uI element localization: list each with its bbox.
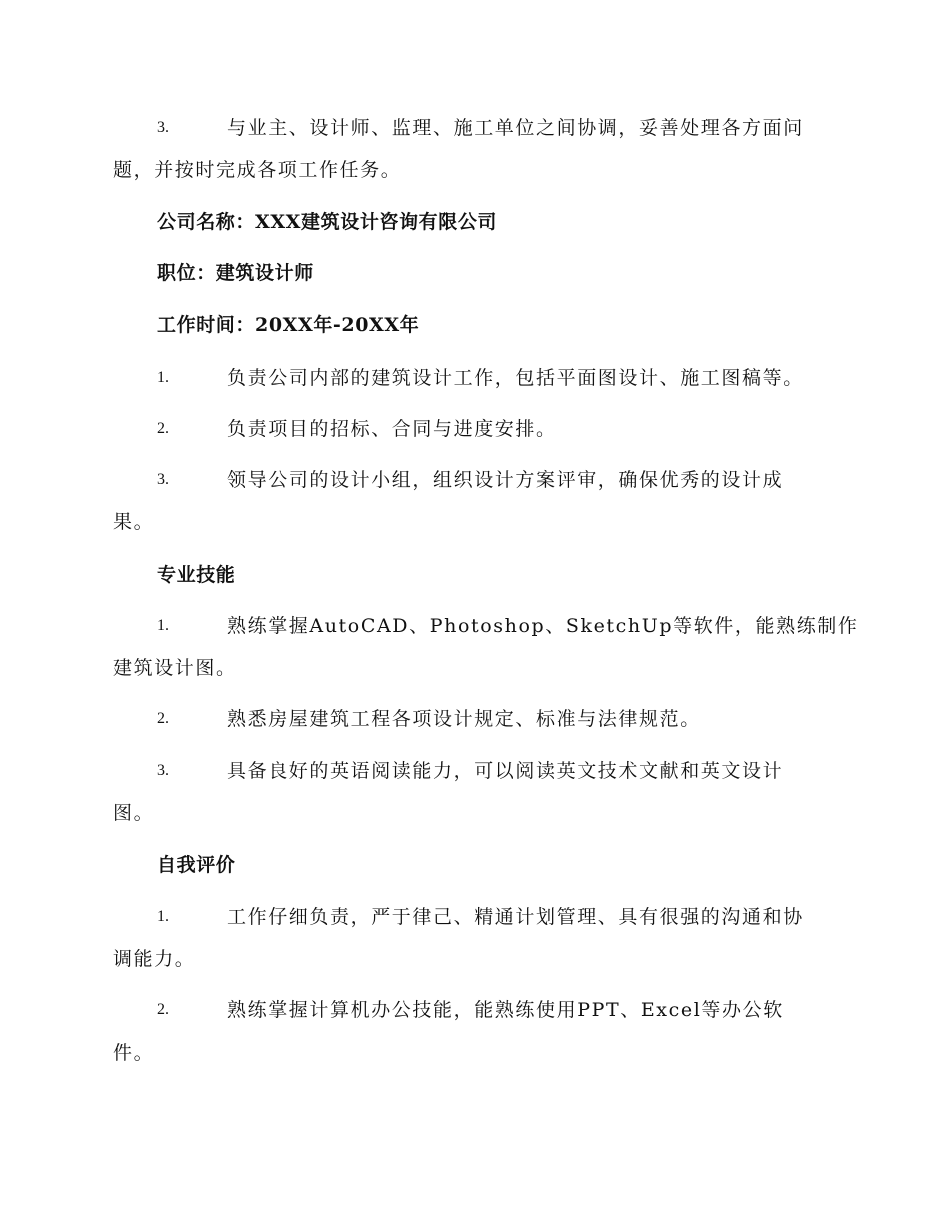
list-number: 3.	[157, 119, 169, 136]
list-item-text: 工作仔细负责，严于律己、精通计划管理、具有很强的沟通和协	[227, 906, 804, 928]
list-number: 2.	[157, 420, 169, 437]
list-item-continuation: 题，并按时完成各项工作任务。	[113, 159, 402, 181]
list-number: 2.	[157, 1001, 169, 1018]
section-heading-skills: 专业技能	[157, 564, 236, 586]
list-item-text: 熟练掌握计算机办公技能，能熟练使用PPT、Excel等办公软	[227, 999, 784, 1021]
list-item-continuation: 果。	[113, 511, 155, 533]
list-item-continuation: 件。	[113, 1042, 155, 1064]
list-item-continuation: 建筑设计图。	[113, 657, 237, 679]
list-item-text: 具备良好的英语阅读能力，可以阅读英文技术文献和英文设计	[227, 760, 784, 782]
list-item-text: 熟悉房屋建筑工程各项设计规定、标准与法律规范。	[227, 708, 701, 730]
list-number: 3.	[157, 762, 169, 779]
list-number: 3.	[157, 471, 169, 488]
list-item-text: 与业主、设计师、监理、施工单位之间协调，妥善处理各方面问	[227, 117, 804, 139]
list-item-text: 领导公司的设计小组，组织设计方案评审，确保优秀的设计成	[227, 469, 784, 491]
list-item-continuation: 图。	[113, 802, 155, 824]
list-number: 2.	[157, 710, 169, 727]
company-name: 公司名称：XXX建筑设计咨询有限公司	[157, 211, 498, 233]
list-number: 1.	[157, 369, 169, 386]
section-heading-self-eval: 自我评价	[157, 854, 236, 876]
list-item-text: 负责公司内部的建筑设计工作，包括平面图设计、施工图稿等。	[227, 367, 804, 389]
list-item-continuation: 调能力。	[113, 948, 196, 970]
job-position: 职位：建筑设计师	[157, 262, 314, 284]
list-number: 1.	[157, 908, 169, 925]
list-item-text: 负责项目的招标、合同与进度安排。	[227, 418, 557, 440]
list-item-text: 熟练掌握AutoCAD、Photoshop、SketchUp等软件，能熟练制作	[227, 615, 859, 637]
list-number: 1.	[157, 617, 169, 634]
work-time: 工作时间：20XX年-20XX年	[157, 314, 420, 336]
